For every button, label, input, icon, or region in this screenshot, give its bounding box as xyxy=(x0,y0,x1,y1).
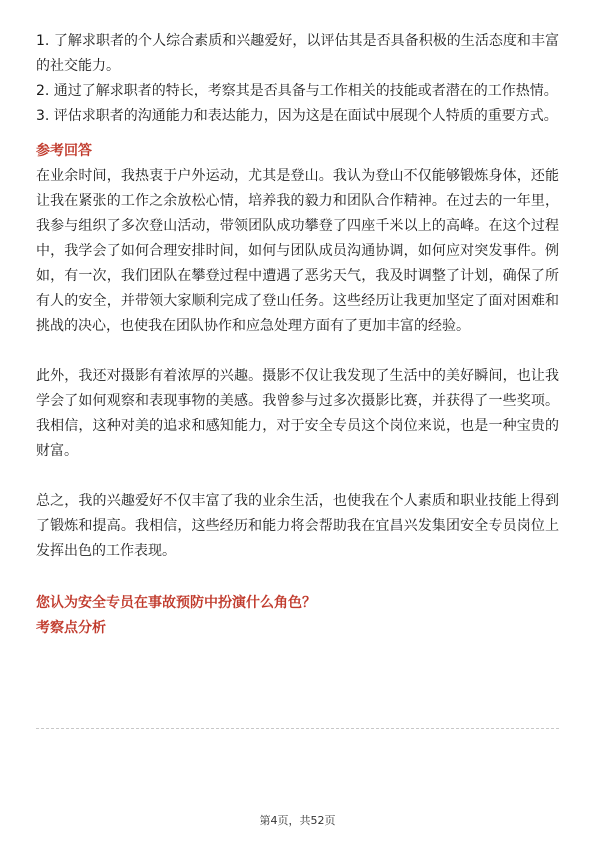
answer-heading: 参考回答 xyxy=(36,143,92,159)
section-divider xyxy=(36,728,559,729)
list-item-2: 2. 通过了解求职者的特长，考察其是否具备与工作相关的技能或者潜在的工作热情。 xyxy=(36,83,558,99)
page-content xyxy=(36,29,559,641)
list-item-3: 3. 评估求职者的沟通能力和表达能力，因为这是在面试中展现个人特质的重要方式。 xyxy=(36,108,558,124)
list-item-1: 1. 了解求职者的个人综合素质和兴趣爱好，以评估其是否具备积极的生活态度和丰富的社交能力。 xyxy=(36,33,559,74)
page-number: 第4页，共52页 xyxy=(259,814,336,827)
analysis-heading: 考察点分析 xyxy=(36,620,106,636)
answer-paragraph-2: 此外，我还对摄影有着浓厚的兴趣。摄影不仅让我发现了生活中的美好瞬间，也让我学会了如何观察和表现事物的美感。我曾参与过多次摄影比赛，并获得了一些奖项。我相信，这种对美的追求和感知能力，对于安全专员这个岗位来说，也是一种宝贵的财富。 xyxy=(36,368,559,459)
answer-paragraph-1: 在业余时间，我热衷于户外运动，尤其是登山。我认为登山不仅能够锻炼身体，还能让我在紧张的工作之余放松心情，培养我的毅力和团队合作精神。在过去的一年里，我参与组织了多次登山活动，带领团队成功攀登了四座千米以上的高峰。在这个过程中，我学会了如何合理安排时间，如何与团队成员沟通协调，如何应对突发事件。例如，有一次，我们团队在攀登过程中遭遇了恶劣天气，我及时调整了计划，确保了所有人的安全，并带领大家顺利完成了登山任务。这些经历让我更加坚定了面对困难和挑战的决心，也使我在团队协作和应急处理方面有了更加丰富的经验。 xyxy=(36,168,559,334)
answer-paragraph-3: 总之，我的兴趣爱好不仅丰富了我的业余生活，也使我在个人素质和职业技能上得到了锻炼和提高。我相信，这些经历和能力将会帮助我在宜昌兴发集团安全专员岗位上发挥出色的工作表现。 xyxy=(36,493,559,559)
next-question: 您认为安全专员在事故预防中扮演什么角色？ xyxy=(36,595,316,611)
